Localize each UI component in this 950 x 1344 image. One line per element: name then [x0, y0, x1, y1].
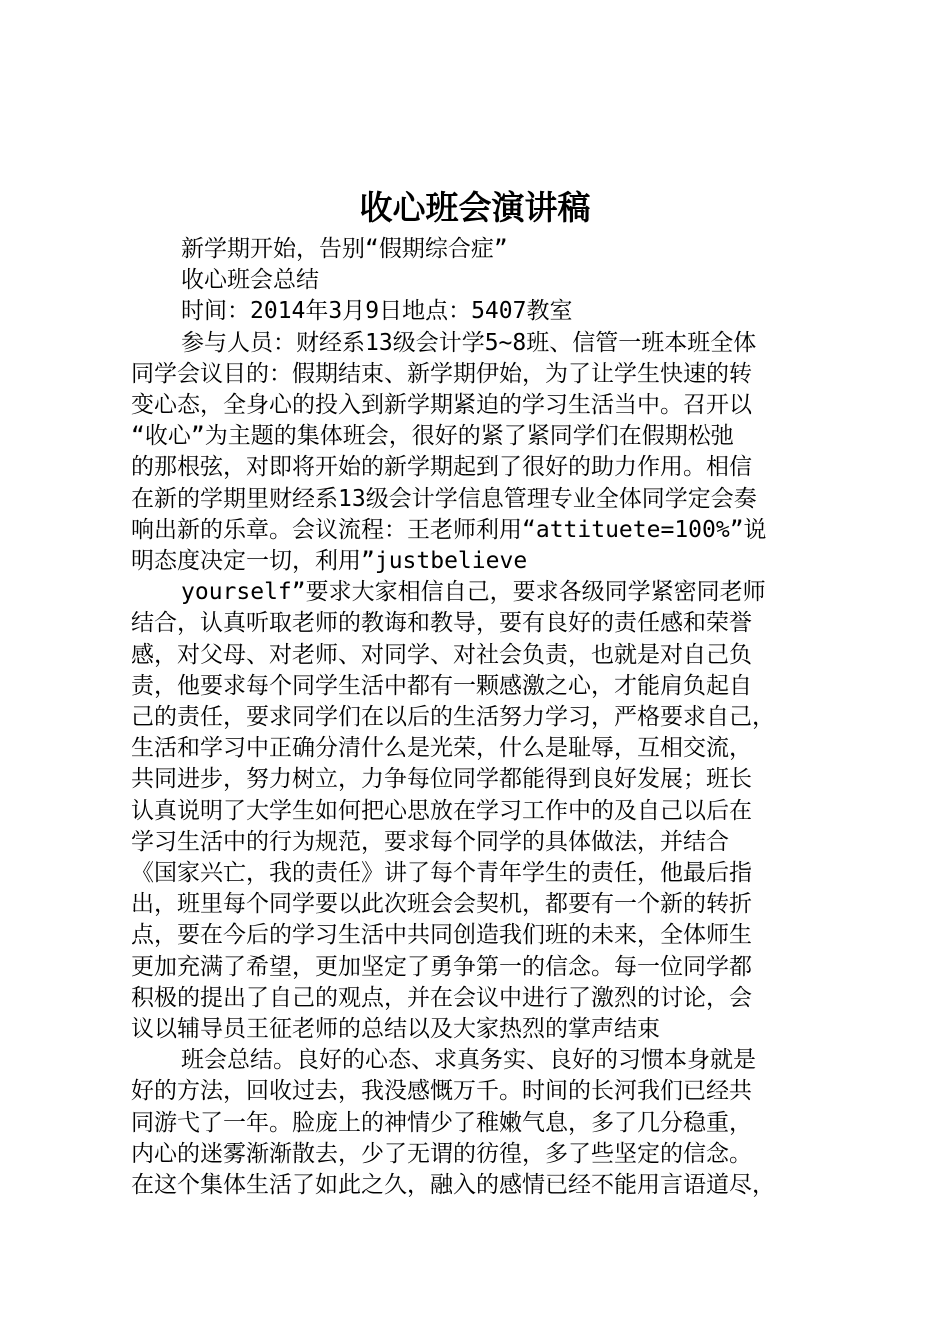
text-line: 的那根弦，对即将开始的新学期起到了很好的助力作用。相信: [131, 454, 752, 481]
text-line: 出，班里每个同学要以此次班会会契机，都要有一个新的转折: [131, 891, 752, 918]
text-line: 好的方法，回收过去，我没感慨万千。时间的长河我们已经共: [131, 1078, 752, 1105]
text-line: 内心的迷雾渐渐散去，少了无谓的彷徨，多了些坚定的信念。: [131, 1140, 752, 1167]
text-line: 生活和学习中正确分清什么是光荣，什么是耻辱，互相交流，: [131, 735, 752, 762]
text-line: 责，他要求每个同学生活中都有一颗感激之心，才能肩负起自: [131, 672, 752, 699]
text-line: 响出新的乐章。会议流程：王老师利用“attituete=100%”说: [131, 516, 767, 543]
text-line: 己的责任，要求同学们在以后的生活努力学习，严格要求自己，: [131, 704, 775, 731]
text-line: 新学期开始，告别“假期综合症”: [181, 236, 508, 262]
text-line: 议以辅导员王征老师的总结以及大家热烈的掌声结束: [131, 1016, 660, 1043]
text-line: 同学会议目的：假期结束、新学期伊始，为了让学生快速的转: [131, 360, 752, 387]
text-line: “收心”为主题的集体班会，很好的紧了紧同学们在假期松弛: [131, 423, 734, 450]
text-line: 在这个集体生活了如此之久，融入的感情已经不能用言语道尽，: [131, 1172, 775, 1199]
text-line: 班会总结。良好的心态、求真务实、良好的习惯本身就是: [181, 1047, 756, 1074]
text-line: 在新的学期里财经系13级会计学信息管理专业全体同学定会奏: [131, 485, 757, 512]
document-title: 收心班会演讲稿: [359, 188, 591, 227]
text-line: 感，对父母、对老师、对同学、对社会负责，也就是对自己负: [131, 641, 752, 668]
text-line: 《国家兴亡，我的责任》讲了每个青年学生的责任，他最后指: [131, 860, 752, 887]
text-line: 共同进步，努力树立，力争每位同学都能得到良好发展；班长: [131, 766, 752, 793]
text-line: 时间：2014年3月9日地点：5407教室: [181, 298, 573, 325]
text-line: 结合，认真听取老师的教诲和教导，要有良好的责任感和荣誉: [131, 610, 752, 637]
text-line: 变心态，全身心的投入到新学期紧迫的学习生活当中。召开以: [131, 392, 752, 419]
text-line: 同游弋了一年。脸庞上的神情少了稚嫩气息，多了几分稳重，: [131, 1109, 752, 1136]
text-line: 收心班会总结: [181, 267, 319, 294]
text-line: 点，要在今后的学习生活中共同创造我们班的未来，全体师生: [131, 922, 752, 949]
document-body: [131, 234, 831, 1201]
text-line: yourself”要求大家相信自己，要求各级同学紧密同老师: [181, 579, 766, 606]
text-line: 积极的提出了自己的观点，并在会议中进行了激烈的讨论，会: [131, 984, 752, 1011]
text-line: 认真说明了大学生如何把心思放在学习工作中的及自己以后在: [131, 797, 752, 824]
text-line: 学习生活中的行为规范，要求每个同学的具体做法，并结合: [131, 828, 729, 855]
text-line: 明态度决定一切，利用”justbelieve: [131, 548, 528, 575]
text-line: 参与人员：财经系13级会计学5~8班、信管一班本班全体: [181, 329, 757, 356]
text-line: 更加充满了希望，更加坚定了勇争第一的信念。每一位同学都: [131, 953, 752, 980]
